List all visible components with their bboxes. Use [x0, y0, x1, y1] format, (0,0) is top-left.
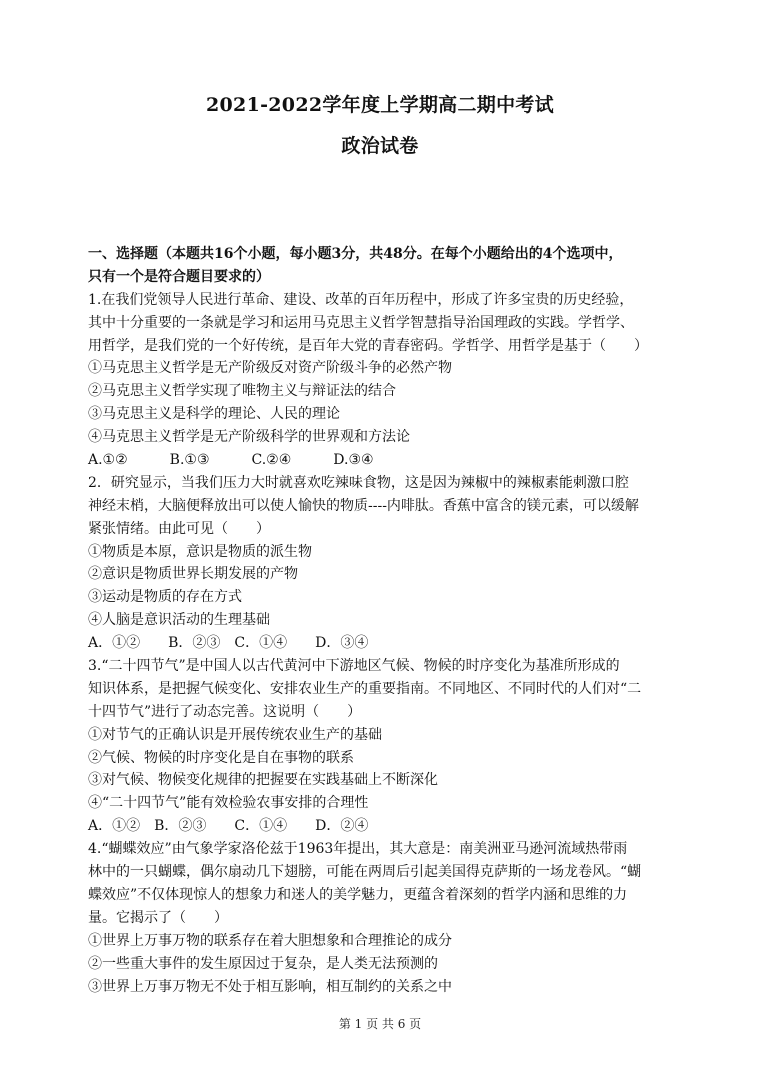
exam-title: 2021-2022学年度上学期高二期中考试 [206, 94, 554, 116]
page-footer: 第 1 页 共 6 页 [338, 1017, 422, 1031]
question-stem-line: 4.“蝴蝶效应”由气象学家洛伦兹于1963年提出，其大意是：南美洲亚马逊河流域热带雨 [88, 841, 628, 858]
statement-option: ②一些重大事件的发生原因过于复杂，是人类无法预测的 [88, 955, 438, 972]
question-stem-line: 用哲学，是我们党的一个好传统，是百年大党的青春密码。学哲学、用哲学是基于（ ） [88, 337, 648, 354]
question-4 [88, 838, 688, 998]
statement-option: ②马克思主义哲学实现了唯物主义与辩证法的结合 [88, 383, 396, 400]
question-stem-line: 紧张情绪。由此可见（ ） [88, 520, 270, 537]
question-stem-line: 1.在我们党领导人民进行革命、建设、改革的百年历程中，形成了许多宝贵的历史经验， [88, 291, 634, 308]
section-heading-line-2: 只有一个是符合题目要求的） [88, 268, 270, 285]
statement-option: ④马克思主义哲学是无产阶级科学的世界观和方法论 [88, 429, 410, 446]
question-stem-line: 蝶效应”不仅体现惊人的想象力和迷人的美学魅力，更蕴含着深刻的哲学内涵和思维的力 [88, 886, 628, 903]
statement-option: ④人脑是意识活动的生理基础 [88, 612, 270, 629]
statement-option: ②气候、物候的时序变化是自在事物的联系 [88, 749, 354, 766]
statement-option: ①对节气的正确认识是开展传统农业生产的基础 [88, 726, 382, 743]
question-stem-line: 神经末梢，大脑便释放出可以使人愉快的物质----内啡肽。香蕉中富含的镁元素，可以缓解 [88, 497, 639, 514]
question-stem-line: 十四节气”进行了动态完善。这说明（ ） [88, 703, 362, 720]
statement-option: ①物质是本原，意识是物质的派生物 [88, 543, 312, 560]
question-stem-line: 林中的一只蝴蝶，偶尔扇动几下翅膀，可能在两周后引起美国得克萨斯的一场龙卷风。“蝴 [88, 864, 642, 881]
question-3 [88, 655, 688, 838]
exam-subtitle: 政治试卷 [341, 135, 419, 157]
section-heading-line-1: 一、选择题（本题共16个小题，每小题3分，共48分。在每个小题给出的4个选项中， [88, 246, 623, 262]
question-1 [88, 289, 688, 472]
statement-option: ③对气候、物候变化规律的把握要在实践基础上不断深化 [88, 772, 438, 789]
question-stem-line: 量。它揭示了（ ） [88, 909, 228, 926]
statement-option: ④“二十四节气”能有效检验农事安排的合理性 [88, 795, 369, 812]
answer-choices: A．①② B．②③ C．①④ D．②④ [88, 818, 369, 835]
question-stem-line: 3.“二十四节气”是中国人以古代黄河中下游地区气候、物候的时序变化为基准所形成的 [88, 658, 620, 675]
statement-option: ③世界上万事万物无不处于相互影响，相互制约的关系之中 [88, 978, 452, 995]
answer-choices: A.①② B.①③ C.②④ D.③④ [88, 452, 374, 469]
question-stem-line: 知识体系，是把握气候变化、安排农业生产的重要指南。不同地区、不同时代的人们对“二 [88, 680, 642, 697]
exam-content [88, 243, 688, 998]
statement-option: ③运动是物质的存在方式 [88, 589, 242, 606]
question-2 [88, 472, 688, 655]
question-stem-line: 2．研究显示，当我们压力大时就喜欢吃辣味食物，这是因为辣椒中的辣椒素能刺激口腔 [88, 474, 629, 491]
statement-option: ③马克思主义是科学的理论、人民的理论 [88, 406, 340, 423]
statement-option: ①马克思主义哲学是无产阶级反对资产阶级斗争的必然产物 [88, 360, 452, 377]
question-stem-line: 其中十分重要的一条就是学习和运用马克思主义哲学智慧指导治国理政的实践。学哲学、 [88, 314, 634, 331]
statement-option: ②意识是物质世界长期发展的产物 [88, 566, 298, 583]
statement-option: ①世界上万事万物的联系存在着大胆想象和合理推论的成分 [88, 932, 452, 949]
answer-choices: A．①② B．②③ C．①④ D．③④ [88, 635, 369, 652]
